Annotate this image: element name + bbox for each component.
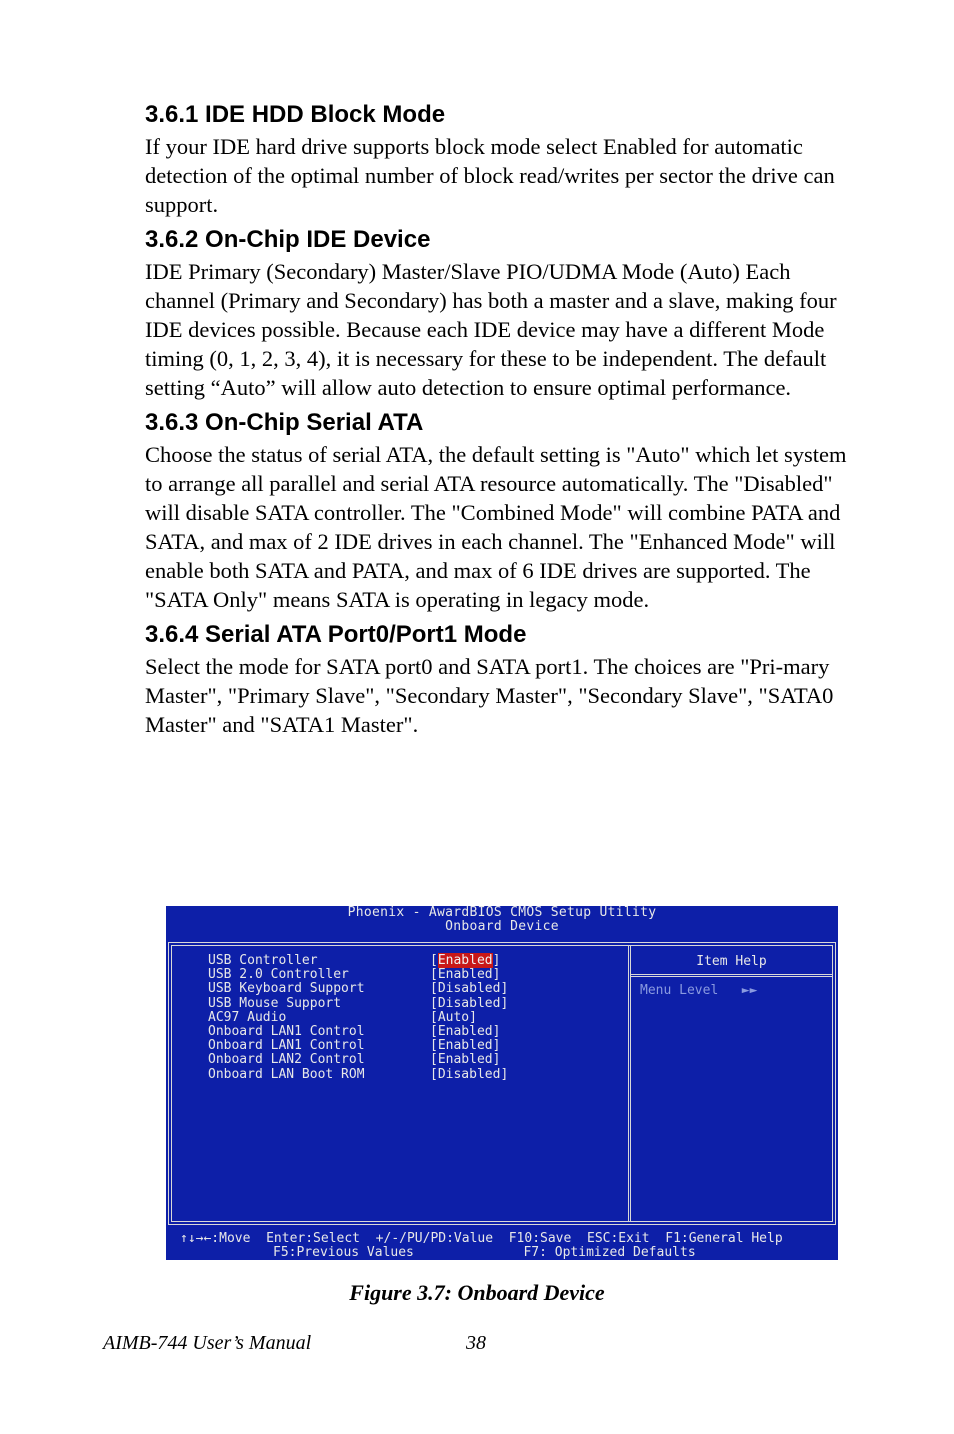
section-heading: 3.6.4 Serial ATA Port0/Port1 Mode: [145, 621, 527, 648]
bios-panel-divider: [628, 946, 631, 1221]
section-body: If your IDE hard drive supports block mode select Enabled for automatic detection of the optimal number of block read/writes per sector the drive can support.: [145, 134, 835, 217]
setting-value[interactable]: [Enabled]: [430, 1023, 501, 1039]
manual-content: [145, 100, 855, 745]
setting-value[interactable]: [Enabled]: [430, 953, 501, 968]
bios-key-legend: [166, 1228, 838, 1260]
setting-name: Onboard LAN Boot ROM: [208, 1066, 365, 1082]
setting-name: Onboard LAN1 Control: [208, 1038, 365, 1054]
bios-help-divider: [631, 974, 832, 977]
bios-setting-row[interactable]: [208, 997, 508, 1011]
setting-value[interactable]: [Disabled]: [430, 995, 509, 1011]
setting-name: Onboard LAN1 Control: [208, 1023, 365, 1039]
bios-title: Phoenix - AwardBIOS CMOS Setup Utility: [347, 905, 657, 920]
bios-setting-row[interactable]: [208, 954, 508, 968]
setting-value[interactable]: [Enabled]: [430, 1052, 501, 1068]
bios-frame-inner: [171, 945, 833, 1222]
setting-value[interactable]: [Disabled]: [430, 1066, 509, 1082]
key-legend-line2: F5:Previous Values F7: Optimized Defaults: [273, 1245, 696, 1260]
setting-value-selected[interactable]: Enabled: [437, 953, 493, 968]
key-legend-line1: ↑↓→←:Move Enter:Select +/-/PU/PD:Value F10:Save ESC:Exit F1:General Help: [180, 1231, 783, 1246]
bios-setting-row[interactable]: [208, 968, 508, 982]
setting-value[interactable]: [Enabled]: [430, 967, 501, 983]
setting-name: USB Controller: [208, 953, 318, 968]
bios-setting-row[interactable]: [208, 982, 508, 996]
section-heading: 3.6.1 IDE HDD Block Mode: [145, 101, 446, 128]
section-heading: 3.6.3 On-Chip Serial ATA: [145, 409, 424, 436]
setting-name: USB 2.0 Controller: [208, 967, 349, 983]
bios-settings-list: [208, 954, 508, 1082]
section-serial-ata-port-mode: [145, 620, 855, 739]
setting-name: USB Mouse Support: [208, 995, 342, 1011]
setting-value[interactable]: [Disabled]: [430, 981, 509, 997]
bios-title-bar: [166, 906, 838, 940]
section-body: Choose the status of serial ATA, the default setting is "Auto" which let system to arrange all parallel and serial ATA resource automatically. The "Disabled" will disable SATA controller. The "Combined Mode" will combine PATA and SATA, and max of 2 IDE drives in each channel. The "Enhanced Mode" will enable both SATA and PATA, and max of 6 IDE drives are supported. The "SATA Only" means SATA is operating in legacy mode.: [145, 442, 847, 612]
bios-subtitle: Onboard Device: [445, 919, 559, 934]
section-heading: 3.6.2 On-Chip IDE Device: [145, 226, 431, 253]
section-on-chip-serial-ata: [145, 408, 855, 614]
bios-setting-row[interactable]: [208, 1068, 508, 1082]
manual-title: AIMB-744 User’s Manual: [103, 1332, 312, 1354]
bios-setting-row[interactable]: [208, 1053, 508, 1067]
setting-value[interactable]: [Auto]: [430, 1009, 477, 1025]
bios-setting-row[interactable]: [208, 1039, 508, 1053]
bios-frame: [168, 942, 836, 1225]
setting-name: AC97 Audio: [208, 1009, 287, 1025]
figure-caption: Figure 3.7: Onboard Device: [349, 1280, 605, 1305]
bios-setting-row[interactable]: [208, 1025, 508, 1039]
bios-screenshot: [166, 906, 838, 1260]
bios-setting-row[interactable]: [208, 1011, 508, 1025]
section-body: IDE Primary (Secondary) Master/Slave PIO/UDMA Mode (Auto) Each channel (Primary and Secondary) has both a master and a slave, making four IDE devices possible. Because each IDE device may have a different Mode timing (0, 1, 2, 3, 4), it is necessary for these to be independent. The default setting “Auto” will allow auto detection to ensure optimal performance.: [145, 259, 837, 400]
menu-level: Menu Level ►►: [640, 983, 758, 998]
section-on-chip-ide-device: [145, 225, 855, 402]
setting-value[interactable]: [Enabled]: [430, 1038, 501, 1054]
item-help-title: Item Help: [696, 954, 767, 969]
section-body: Select the mode for SATA port0 and SATA port1. The choices are "Pri-mary Master", "Primary Slave", "Secondary Master", "Secondary Slave", "SATA0 Master" and "SATA1 Master".: [145, 654, 834, 737]
section-ide-hdd-block-mode: [145, 100, 855, 219]
page-number: 38: [466, 1332, 486, 1354]
setting-name: Onboard LAN2 Control: [208, 1052, 365, 1068]
setting-name: USB Keyboard Support: [208, 981, 365, 997]
